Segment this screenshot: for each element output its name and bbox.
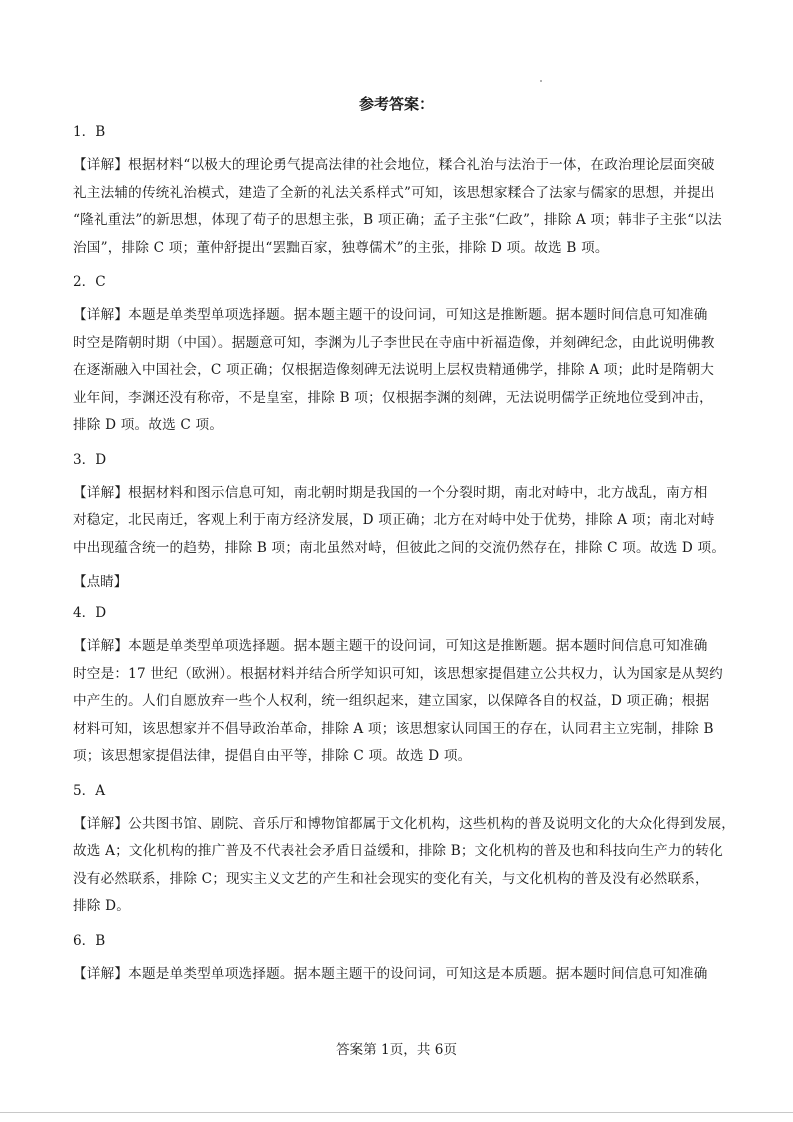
explanation-line: 材料可知，该思想家并不倡导政治革命，排除 A 项；该思想家认同国王的存在，认同君主立宪制，排除 B [73,720,714,737]
question-explanation [73,961,723,989]
explanation-line: 排除 D。 [73,898,131,914]
explanation-line: 治国”，排除 C 项；董仲舒提出“罢黜百家，独尊儒术”的主张，排除 D 项。故选 B 项。 [73,239,609,256]
explanation-line: “隆礼重法”的新思想，体现了荀子的思想主张，B 项正确；孟子主张“仁政”，排除 A 项；韩非子主张“以法 [73,212,722,228]
question-explanation [73,633,723,771]
explanation-line: 对稳定，北民南迁，客观上利于南方经济发展，D 项正确；北方在对峙中处于优势，排除 A 项；南北对峙 [73,512,715,528]
explanation-line: 【详解】公共图书馆、剧院、音乐厅和博物馆都属于文化机构，这些机构的普及说明文化的大众化得到发展， [73,815,736,832]
question-number: 3．D [73,451,107,468]
question-number: 4．D [73,605,107,621]
explanation-line: 故选 A；文化机构的推广普及不代表社会矛盾日益缓和，排除 B；文化机构的普及也和科技向生产力的转化 [73,843,723,859]
explanation-line: 中产生的。人们自愿放弃一些个人权利，统一组织起来，建立国家，以保障各自的权益，D 项正确；根据 [73,693,710,709]
question-number: 6．B [73,932,106,949]
question-explanation [73,302,723,440]
explanation-line: 【详解】根据材料和图示信息可知，南北朝时期是我国的一个分裂时期，南北对峙中，北方战乱，南方相 [73,484,708,501]
page-footer: 答案第 1页，共 6页 [335,1042,458,1058]
page-title: 参考答案： [358,95,434,113]
footer-divider [0,1112,793,1113]
explanation-line: 时空是：17 世纪（欧洲）。根据材料并结合所学知识可知，该思想家提倡建立公共权力，认为国家是从契约 [73,665,723,682]
explanation-line: 业年间，李渊还没有称帝，不是皇室，排除 B 项；仅根据李渊的刻碑，无法说明儒学正统地位受到冲击， [73,389,713,406]
question-explanation [73,480,726,563]
question-number: 2．C [73,274,106,290]
question-explanation [73,811,736,921]
explanation-line: 时空是隋朝时期（中国）。据题意可知，李渊为儿子李世民在寺庙中祈福造像，并刻碑纪念，由此说明佛教 [73,334,715,351]
answer-list [73,121,736,997]
explanation-line: 礼主法辅的传统礼治模式，建造了全新的礼法关系样式”可知，该思想家糅合了法家与儒家的思想，并提出 [73,184,715,201]
explanation-line: 中出现蕴含统一的趋势，排除 B 项；南北虽然对峙，但彼此之间的交流仍然存在，排除 C 项。故选 D 项。 [73,539,726,556]
explanation-line: 项；该思想家提倡法律，提倡自由平等，排除 C 项。故选 D 项。 [73,748,472,764]
question-number: 1．B [73,124,106,140]
comment-tag: 【点睛】 [73,574,128,590]
scan-speck [540,80,542,82]
explanation-line: 【详解】根据材料“以极大的理论勇气提高法律的社会地位，糅合礼治与法治于一体，在政治理论层面突破 [73,157,715,173]
explanation-line: 没有必然联系，排除 C；现实主义文艺的产生和社会现实的变化有关，与文化机构的普及没有必然联系， [73,870,709,887]
question-explanation [73,152,723,262]
explanation-line: 【详解】本题是单类型单项选择题。据本题主题干的设问词，可知这是本质题。据本题时间信息可知准确 [73,965,708,982]
explanation-line: 排除 D 项。故选 C 项。 [73,417,224,433]
explanation-line: 【详解】本题是单类型单项选择题。据本题主题干的设问词，可知这是推断题。据本题时间信息可知准确 [73,638,708,654]
question-number: 5．A [73,782,106,799]
explanation-line: 在逐渐融入中国社会，C 项正确；仅根据造像刻碑无法说明上层权贵精通佛学，排除 A 项；此时是隋朝大 [73,362,715,378]
explanation-line: 【详解】本题是单类型单项选择题。据本题主题干的设问词，可知这是推断题。据本题时间信息可知准确 [73,307,708,323]
